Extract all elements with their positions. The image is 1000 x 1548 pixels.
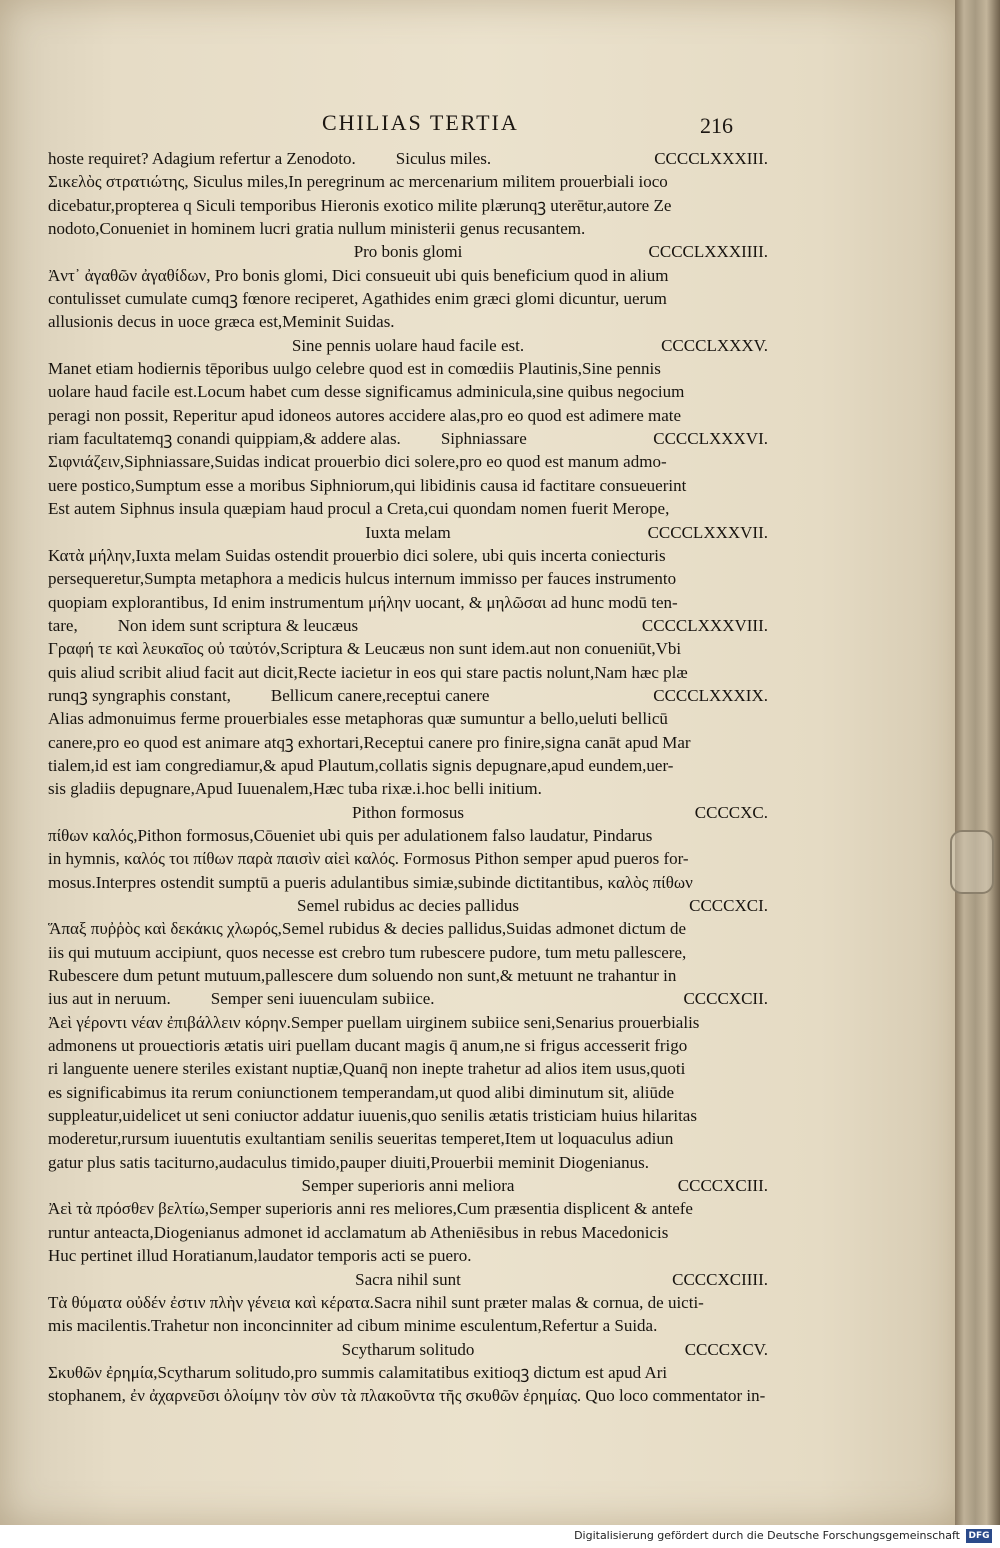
adage-number: CCCCLXXXV. [661,335,768,355]
adage-title: Non idem sunt scriptura & leucæus [117,615,359,635]
line-text: Σιφνιάζειν,Siphniassare,Suidas indicat prouerbio dici solere,pro eo quod est manum admo- [48,452,667,472]
dfg-logo-icon: DFG [966,1529,992,1543]
line-text: Τὰ θύματα οὐδέν ἐστιν πλὴν γένεια καὶ κέρατα.Sacra nihil sunt præter malas & cornua, de uicti- [48,1292,704,1312]
line-text: in hymnis, καλός τοι πίθων παρὰ παισὶν αἰεὶ καλός. Formosus Pithon semper apud pueros for- [48,849,689,869]
text-line [48,591,768,614]
text-line [48,1268,768,1291]
adage-title: Pro bonis glomi [353,242,463,262]
text-line [48,777,768,800]
text-line [48,521,768,544]
line-text: Rubescere dum petunt mutuum,pallescere dum soluendo non sunt,& metuunt ne trahantur in [48,966,677,986]
line-text: quis aliud scribit aliud facit aut dicit,Recte iacietur in eos qui stare pactis nolunt,Nam hæc plæ [48,662,688,682]
line-text: Ἅπαξ πυῤῥὸς καὶ δεκάκις χλωρός,Semel rubidus & decies pallidus,Suidas admonet dictum de [48,919,687,939]
line-text: Κατὰ μήλην,Iuxta melam Suidas ostendit prouerbio dici solere, ubi quis incerta coniecturis [48,545,666,565]
adage-title: Semper seni iuuenculam subiice. [210,989,435,1009]
adage-title: Iuxta melam [365,522,451,542]
line-text: dicebatur,propterea q Siculi temporibus Hieronis exotico milite plærunqꝫ uterētur,autore Ze [48,195,672,215]
line-text: tare, [48,615,78,635]
line-text: iis qui mutuum accipiunt, quos necesse est crebro tum rubescere pudore, tum metu pallescere, [48,942,687,962]
text-line [48,1384,768,1407]
text-line [48,147,768,170]
text-line [48,941,768,964]
adage-title: Pithon formosus [352,802,464,822]
line-text: sis gladiis depugnare,Apud Iuuenalem,Hæc tuba rixæ.i.hoc belli initium. [48,779,542,799]
text-line [48,357,768,380]
adage-title: Sine pennis uolare haud facile est. [291,335,525,355]
line-text: peragi non possit, Reperitur apud idoneos autores accidere alas,pro eo quod est adimere mate [48,405,682,425]
line-text: allusionis decus in uoce græca est,Meminit Suidas. [48,312,395,332]
text-line [48,637,768,660]
text-line [48,427,768,450]
text-line [48,917,768,940]
text-line [48,871,768,894]
text-line [48,1104,768,1127]
text-line [48,544,768,567]
line-text: hoste requiret? Adagium refertur a Zenodoto. [48,149,356,168]
adage-number: CCCCXCIII. [677,1176,768,1196]
line-text: mis macilentis.Trahetur non inconcinniter ad cibum minime esculentum,Refertur a Suida. [48,1316,658,1336]
line-text: persequeretur,Sumpta metaphora a medicis hulcus internum immisso per fauces instrumento [48,569,677,589]
adage-number: CCCCXCI. [689,896,768,915]
text-line [48,801,768,824]
running-head: CHILIAS TERTIA [322,110,519,135]
text-line [48,754,768,777]
line-text: contulisset cumulate cumqꝫ fœnore reciperet, Agathides enim græci glomi dicuntur, uerum [48,289,667,309]
line-text: stophanem, ἐν ἀχαρνεῦσι ὀλοίμην τὸν σὺν τὰ πλακοῦντα τῆς σκυθῶν ἐρημίας. Quo loco commentator in- [48,1386,766,1406]
folio-number: 216 [700,113,733,138]
adage-title: Bellicum canere,receptui canere [270,685,490,705]
text-line [48,707,768,730]
clip-icon [950,830,994,894]
text-line [48,1314,768,1337]
adage-title: Siculus miles. [395,149,492,168]
text-line [48,661,768,684]
adage-title: Scytharum solitudo [341,1339,475,1359]
text-line [48,1244,768,1267]
line-text: uolare haud facile est.Locum habet cum desse significamus adminicula,sine quibus negocium [48,382,685,402]
text-line [48,684,768,707]
text-line [48,1338,768,1361]
text-line [48,1197,768,1220]
line-text: es significabimus ita rerum coniunctionem temperandam,ut quod alibi diminutum sit, aliūde [48,1082,675,1102]
adage-number: CCCCLXXXIII. [654,149,768,168]
line-text: moderetur,rursum iuuentutis exultantiam senilis seueritas temperet,Item ut loquaculus adiun [48,1129,674,1149]
text-line [48,1034,768,1057]
text-line [48,240,768,263]
text-line [48,1151,768,1174]
line-text: ri languente uenere steriles existant nuptiæ,Quanq̄ non inepte trahetur ad alios item usus,quoti [48,1059,686,1079]
line-text: Huc pertinet illud Horatianum,laudator temporis acti se puero. [48,1246,472,1266]
text-line [48,567,768,590]
text-line [48,614,768,637]
line-text: uere postico,Sumptum esse a moribus Siphniorum,qui libidinis causa id factitare consueuerint [48,475,687,495]
text-line [48,1291,768,1314]
adage-number: CCCCLXXXIIII. [648,242,768,262]
text-line [48,287,768,310]
line-text: Ἀεὶ γέροντι νέαν ἐπιβάλλειν κόρην.Semper puellam uirginem subiice seni,Senarius prouerbialis [48,1012,700,1032]
text-line [48,217,768,240]
footer-credit: Digitalisierung gefördert durch die Deutsche Forschungsgemeinschaft [574,1529,960,1542]
line-text: runtur anteacta,Diogenianus admonet id acclamatum ab Atheniēsibus in rebus Macedonicis [48,1222,669,1242]
footer-bar [0,1525,1000,1548]
text-line [48,497,768,520]
adage-number: CCCCLXXXVIII. [641,615,768,635]
line-text: πίθων καλός,Pithon formosus,Cōueniet ubi quis per adulationem falso laudatur, Pindarus [48,825,653,845]
line-text: mosus.Interpres ostendit sumptū a pueris adulantibus simiæ,subinde dictitantibus, καλὸς πίθων [48,872,693,892]
text-line [48,1361,768,1384]
line-text: quopiam explorantibus, Id enim instrumentum μήλην uocant, & μηλῶσαι ad hunc modū ten- [48,592,678,612]
text-line [48,194,768,217]
adage-title: Semper superioris anni meliora [301,1176,515,1196]
line-text: suppleatur,uidelicet ut seni coniuctor addatur iuuenis,quo senilis ætatis tristiciam huius hilaritas [48,1106,697,1126]
line-text: runqꝫ syngraphis constant, [48,685,231,705]
text-block [48,147,768,1408]
text-line [48,380,768,403]
text-line [48,847,768,870]
adage-number: CCCCXC. [694,802,768,822]
text-line [48,964,768,987]
adage-number: CCCCXCII. [683,989,768,1009]
text-line [48,987,768,1010]
text-line [48,1081,768,1104]
text-line [48,334,768,357]
text-line [48,450,768,473]
text-line [48,1174,768,1197]
text-line [48,1127,768,1150]
line-text: tialem,id est iam congrediamur,& apud Plautum,collatis signis depugnare,apud eundem,uer- [48,755,674,775]
line-text: Σικελὸς στρατιώτης, Siculus miles,In peregrinum ac mercenarium militem prouerbiali ioco [48,172,668,192]
adage-number: CCCCXCIIII. [672,1269,768,1289]
adage-number: CCCCLXXXVII. [647,522,768,542]
line-text: canere,pro eo quod est animare atqꝫ exhortari,Receptui canere pro finire,signa canāt apud Mar [48,732,691,752]
adage-number: CCCCLXXXIX. [653,685,768,705]
adage-title: Semel rubidus ac decies pallidus [297,896,519,915]
adage-number: CCCCXCV. [684,1339,768,1359]
adage-title: Siphniassare [440,429,527,449]
line-text: Manet etiam hodiernis tēporibus uulgo celebre quod est in comœdiis Plautinis,Sine pennis [48,359,661,379]
line-text: Alias admonuimus ferme prouerbiales esse metaphoras quæ sumuntur a bello,ueluti bellicū [48,709,668,729]
line-text: Γραφή τε καὶ λευκαῖος οὐ ταὐτόν,Scriptura & Leucæus non sunt idem.aut non conueniūt,Vbi [48,639,682,659]
line-text: admonens ut prouectioris ætatis uiri puellam ducant magis q̄ anum,ne si frigus accesserit frigo [48,1036,688,1056]
text-line [48,1011,768,1034]
text-line [48,731,768,754]
text-line [48,170,768,193]
line-text: Ἀεὶ τὰ πρόσθεν βελτίω,Semper superioris anni res meliores,Cum præsentia displicent & antefe [48,1199,693,1219]
page-edge [955,0,1000,1525]
text-line [48,264,768,287]
text-line [48,310,768,333]
line-text: gatur plus satis taciturno,audaculus timido,pauper diuiti,Prouerbii meminit Diogenianus. [48,1152,650,1172]
line-text: Ἀντ᾽ ἀγαθῶν ἀγαθίδων, Pro bonis glomi, Dici consueuit ubi quis beneficium quod in alium [48,265,669,285]
text-line [48,1221,768,1244]
adage-title: Sacra nihil sunt [355,1269,461,1289]
text-line [48,1057,768,1080]
line-text: ius aut in neruum. [48,989,171,1009]
adage-number: CCCCLXXXVI. [653,429,768,449]
text-line [48,894,768,917]
line-text: Σκυθῶν ἐρημία,Scytharum solitudo,pro summis calamitatibus exitioqꝫ dictum est apud Ari [48,1362,668,1382]
line-text: riam facultatemqꝫ conandi quippiam,& addere alas. [48,429,401,449]
text-line [48,404,768,427]
text-line [48,824,768,847]
line-text: Est autem Siphnus insula quæpiam haud procul a Creta,cui quondam nomen fuerit Merope, [48,499,670,519]
line-text: nodoto,Conueniet in hominem lucri gratia nullum ministerii genus recusantem. [48,219,586,239]
text-line [48,474,768,497]
